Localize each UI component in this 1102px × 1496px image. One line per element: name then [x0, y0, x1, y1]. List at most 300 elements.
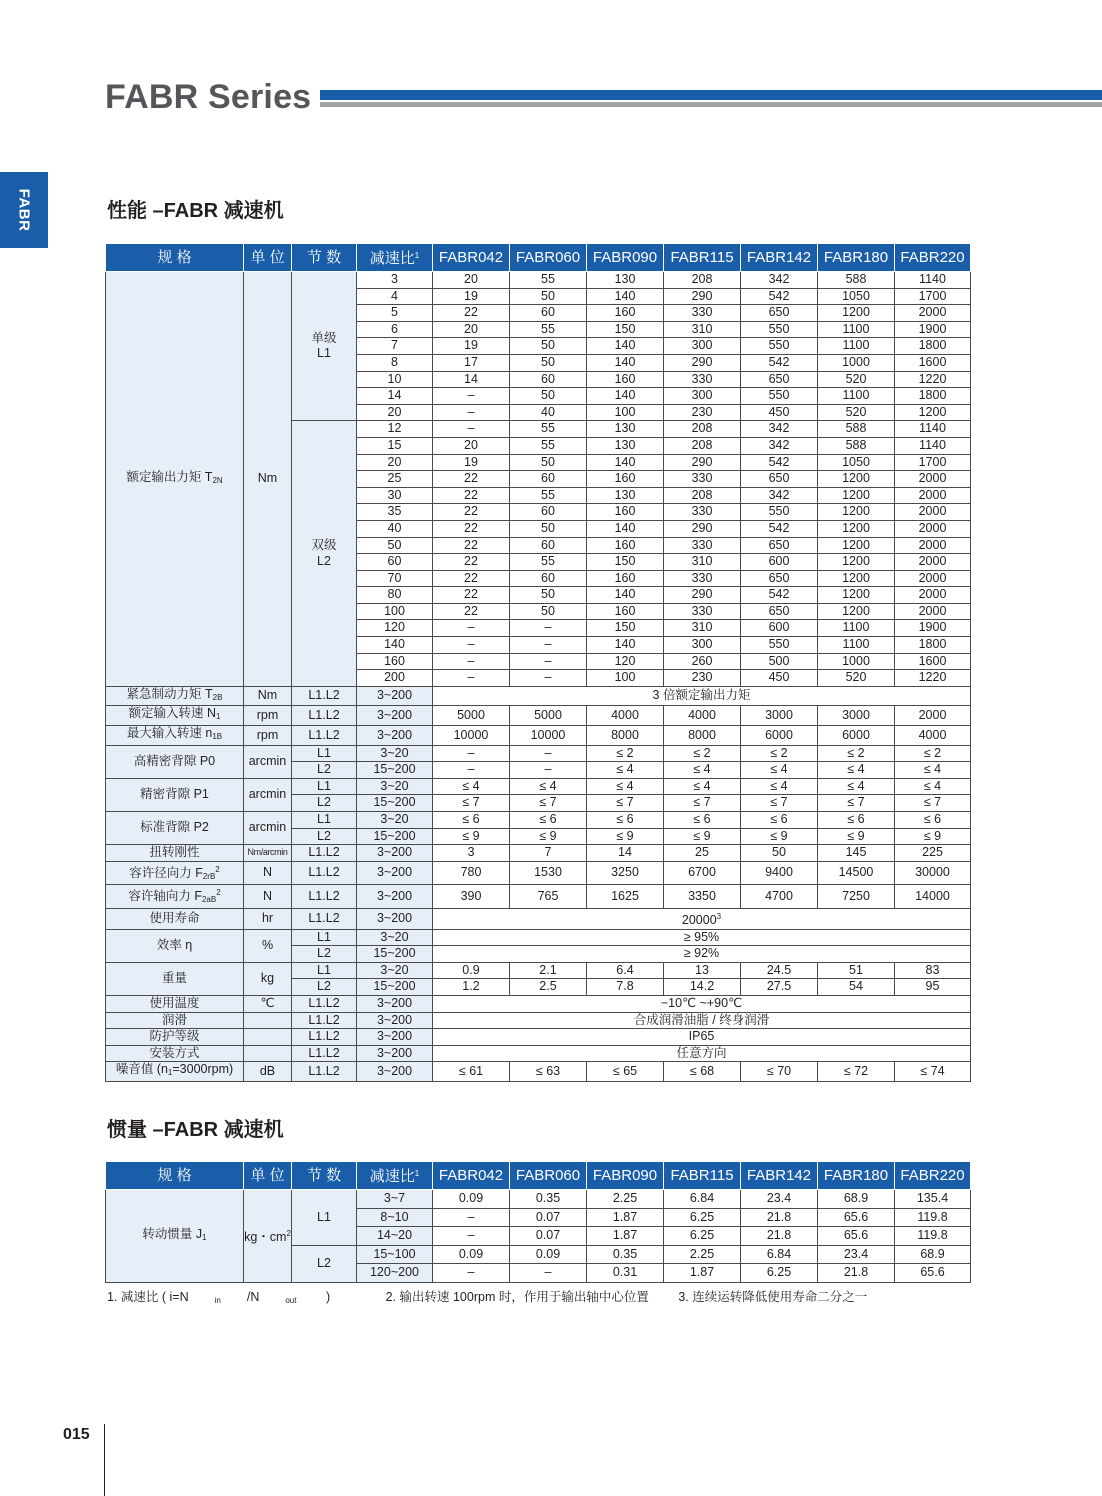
- value-cell: 55: [510, 437, 587, 454]
- value-cell: 50: [510, 454, 587, 471]
- value-cell: 342: [741, 421, 818, 438]
- inertia-unit-text: kg・cm: [244, 1230, 287, 1244]
- header-ratio-note: 1: [414, 1169, 420, 1178]
- max_speed-label-text: 最大输入转速 n: [126, 726, 213, 741]
- value-cell: –: [510, 745, 587, 762]
- ratio-cell: 14~20: [357, 1227, 433, 1246]
- value-cell: ≤ 2: [895, 745, 971, 762]
- value-cell: 1200: [818, 554, 895, 571]
- rated_speed-label-text: 额定输入转速 N: [128, 706, 217, 721]
- value-cell: 22: [433, 570, 510, 587]
- value-cell: 4000: [664, 706, 741, 726]
- value-cell: 160: [587, 603, 664, 620]
- ratio-cell: 80: [357, 587, 433, 604]
- value-cell: 6.25: [664, 1208, 741, 1227]
- ratio-cell: 3~200: [357, 1012, 433, 1029]
- footnote-2: 2. 输出转速 100rpm 时，作用于输出轴中心位置: [385, 1290, 649, 1304]
- footnote-1-sub-in: in: [214, 1296, 221, 1305]
- value-cell: 542: [741, 454, 818, 471]
- value-cell: 0.09: [433, 1190, 510, 1209]
- value-cell: 0.35: [510, 1190, 587, 1209]
- value-cell: 390: [433, 885, 510, 909]
- weight-label-text: 重量: [161, 971, 187, 986]
- value-cell: 330: [664, 504, 741, 521]
- ratio-cell: 10: [357, 371, 433, 388]
- stage-cell: L1.L2: [292, 845, 357, 862]
- stage-cell: L2: [292, 828, 357, 845]
- ratio-cell: 3~200: [357, 1045, 433, 1062]
- value-cell: 300: [664, 388, 741, 405]
- mounting-merged-value: [433, 1045, 971, 1062]
- value-cell: 0.07: [510, 1227, 587, 1246]
- value-cell: 588: [818, 437, 895, 454]
- value-cell: ≤ 6: [664, 812, 741, 829]
- value-cell: ≤ 9: [433, 828, 510, 845]
- stage-double-label: 双级: [311, 538, 337, 552]
- value-cell: 2000: [895, 554, 971, 571]
- emergency-value: 3 倍额定输出力矩: [652, 688, 751, 703]
- table-row: [106, 778, 971, 795]
- value-cell: 3000: [818, 706, 895, 726]
- footnote-1-mid: /N: [246, 1290, 260, 1304]
- value-cell: 60: [510, 537, 587, 554]
- header-unit: 单 位: [244, 244, 292, 272]
- value-cell: –: [433, 670, 510, 687]
- stage-cell: L1: [292, 929, 357, 946]
- value-cell: 4000: [895, 726, 971, 746]
- value-cell: –: [433, 388, 510, 405]
- value-cell: ≤ 2: [741, 745, 818, 762]
- value-cell: 6000: [741, 726, 818, 746]
- value-cell: 6.25: [664, 1227, 741, 1246]
- table-row: [106, 706, 971, 726]
- value-cell: 290: [664, 587, 741, 604]
- value-cell: 6000: [818, 726, 895, 746]
- header-model-042: FABR042: [433, 1162, 510, 1190]
- value-cell: ≤ 4: [587, 762, 664, 779]
- lubrication-label: [106, 1012, 244, 1029]
- table-row: [106, 1190, 971, 1209]
- value-cell: ≤ 9: [741, 828, 818, 845]
- efficiency-unit: %: [244, 929, 292, 962]
- value-cell: 588: [818, 272, 895, 289]
- value-cell: 300: [664, 637, 741, 654]
- value-cell: 1700: [895, 288, 971, 305]
- value-cell: –: [433, 421, 510, 438]
- backlash_p0-label: [106, 745, 244, 778]
- table-row: [106, 726, 971, 746]
- stage-cell: L1.L2: [292, 1029, 357, 1046]
- ratio-cell: 40: [357, 520, 433, 537]
- stage-cell: L1: [292, 778, 357, 795]
- ratio-cell: 30: [357, 487, 433, 504]
- value-cell: 51: [818, 962, 895, 979]
- ratio-cell: 3~200: [357, 995, 433, 1012]
- ratio-cell: 3~200: [357, 706, 433, 726]
- value-cell: 100: [587, 404, 664, 421]
- temperature-unit: ℃: [244, 995, 292, 1012]
- value-cell: 1200: [818, 587, 895, 604]
- value-cell: ≤ 6: [895, 812, 971, 829]
- table-row: [106, 812, 971, 829]
- value-cell: ≤ 9: [664, 828, 741, 845]
- header-model-115: FABR115: [664, 1162, 741, 1190]
- table-row: [106, 686, 971, 706]
- value-cell: ≤ 7: [818, 795, 895, 812]
- subscript: 2N: [212, 475, 223, 485]
- value-cell: ≤ 6: [587, 812, 664, 829]
- value-cell: 650: [741, 471, 818, 488]
- value-cell: 1600: [895, 354, 971, 371]
- header-model-090: FABR090: [587, 1162, 664, 1190]
- value-cell: 4700: [741, 885, 818, 909]
- value-cell: 1220: [895, 371, 971, 388]
- value-cell: 140: [587, 354, 664, 371]
- axial_force-unit: N: [244, 885, 292, 909]
- ratio-cell: 60: [357, 554, 433, 571]
- value-cell: 140: [587, 454, 664, 471]
- footnotes: [107, 1287, 893, 1305]
- value-cell: ≤ 4: [741, 778, 818, 795]
- value-cell: 1200: [818, 603, 895, 620]
- value-cell: 2.1: [510, 962, 587, 979]
- value-cell: ≤ 6: [741, 812, 818, 829]
- header-spec: 规 格: [106, 244, 244, 272]
- value-cell: 550: [741, 338, 818, 355]
- value-cell: 330: [664, 305, 741, 322]
- value-cell: 50: [510, 603, 587, 620]
- efficiency-merged-value: ≥ 92%: [433, 946, 971, 963]
- value-cell: 130: [587, 487, 664, 504]
- table-row: [106, 1062, 971, 1082]
- value-cell: 600: [741, 620, 818, 637]
- inertia-section-title: 惯量 –FABR 减速机: [107, 1119, 284, 1141]
- subscript: 2B: [212, 692, 223, 702]
- header-model-220: FABR220: [895, 244, 971, 272]
- table-row: [106, 995, 971, 1012]
- value-cell: 0.9: [433, 962, 510, 979]
- side-tab: [0, 172, 48, 248]
- value-cell: 1600: [895, 653, 971, 670]
- radial_force-label: [106, 861, 244, 885]
- backlash_p2-label-text: 标准背隙 P2: [140, 820, 209, 835]
- value-cell: 8000: [664, 726, 741, 746]
- noise-label: [106, 1062, 244, 1082]
- lubrication-unit: [244, 1012, 292, 1029]
- header-ratio-label: 减速比: [369, 1168, 415, 1185]
- value-cell: 140: [587, 587, 664, 604]
- backlash_p0-unit: arcmin: [244, 745, 292, 778]
- title-bar: [320, 90, 1102, 100]
- ratio-cell: 15: [357, 437, 433, 454]
- value-cell: 19: [433, 454, 510, 471]
- ratio-cell: 3~200: [357, 1062, 433, 1082]
- value-cell: ≤ 7: [510, 795, 587, 812]
- stage-cell: L1.L2: [292, 885, 357, 909]
- ratio-cell: 3: [357, 272, 433, 289]
- footnote-3: 3. 连续运转降低使用寿命二分之一: [678, 1290, 868, 1304]
- header-ratio: [357, 1162, 433, 1190]
- protection-label: [106, 1029, 244, 1046]
- lubrication-merged-value: [433, 1012, 971, 1029]
- value-cell: 140: [587, 338, 664, 355]
- ratio-cell: 120: [357, 620, 433, 637]
- ratio-cell: 20: [357, 454, 433, 471]
- stage-cell: L2: [292, 946, 357, 963]
- ratio-cell: 160: [357, 653, 433, 670]
- value-cell: 6.84: [664, 1190, 741, 1209]
- protection-value: IP65: [688, 1029, 715, 1044]
- value-cell: ≤ 4: [433, 778, 510, 795]
- value-cell: 1000: [818, 354, 895, 371]
- value-cell: 290: [664, 288, 741, 305]
- axial_force-label: [106, 885, 244, 909]
- value-cell: 1.87: [587, 1208, 664, 1227]
- value-cell: 160: [587, 371, 664, 388]
- value-cell: –: [510, 1264, 587, 1283]
- table-row: [106, 962, 971, 979]
- radial_force-unit: N: [244, 861, 292, 885]
- value-cell: 342: [741, 272, 818, 289]
- stage-double-code: L2: [317, 553, 331, 568]
- value-cell: 55: [510, 421, 587, 438]
- backlash_p2-unit: arcmin: [244, 812, 292, 845]
- stage-cell: L1.L2: [292, 686, 357, 706]
- value-cell: 1100: [818, 620, 895, 637]
- value-cell: 21.8: [818, 1264, 895, 1283]
- value-cell: 290: [664, 520, 741, 537]
- value-cell: 1140: [895, 437, 971, 454]
- value-cell: 300: [664, 338, 741, 355]
- stage-cell: L1: [292, 1190, 357, 1246]
- value-cell: 1200: [895, 404, 971, 421]
- superscript: 2: [286, 1229, 291, 1238]
- value-cell: 310: [664, 554, 741, 571]
- stage-cell: L2: [292, 795, 357, 812]
- life-value: 20000: [681, 912, 717, 927]
- stage-cell: L1.L2: [292, 995, 357, 1012]
- value-cell: 2000: [895, 603, 971, 620]
- value-cell: –: [510, 620, 587, 637]
- value-cell: 145: [818, 845, 895, 862]
- value-cell: 1.87: [587, 1227, 664, 1246]
- performance-table-body: [106, 272, 971, 1082]
- max_speed-unit: rpm: [244, 726, 292, 746]
- ratio-cell: 15~200: [357, 795, 433, 812]
- stage-cell: L1: [292, 962, 357, 979]
- temperature-label-text: 使用温度: [149, 995, 200, 1010]
- header-stage: 节 数: [292, 244, 357, 272]
- ratio-cell: 20: [357, 404, 433, 421]
- value-cell: ≤ 9: [510, 828, 587, 845]
- value-cell: –: [433, 762, 510, 779]
- lubrication-label-text: 润滑: [161, 1012, 187, 1027]
- value-cell: 2.5: [510, 979, 587, 996]
- subscript: 2aB: [201, 895, 217, 905]
- value-cell: 542: [741, 587, 818, 604]
- value-cell: ≤ 6: [433, 812, 510, 829]
- value-cell: 119.8: [895, 1227, 971, 1246]
- value-cell: 160: [587, 305, 664, 322]
- value-cell: 2000: [895, 487, 971, 504]
- value-cell: 23.4: [741, 1190, 818, 1209]
- value-cell: 22: [433, 537, 510, 554]
- value-cell: –: [510, 637, 587, 654]
- stage-cell: L2: [292, 1245, 357, 1282]
- value-cell: 542: [741, 288, 818, 305]
- value-cell: ≤ 9: [818, 828, 895, 845]
- ratio-cell: 8: [357, 354, 433, 371]
- value-cell: ≤ 4: [818, 762, 895, 779]
- value-cell: ≤ 2: [587, 745, 664, 762]
- value-cell: 290: [664, 454, 741, 471]
- value-cell: 1100: [818, 338, 895, 355]
- rated-torque-label-text: 额定输出力矩 T: [126, 469, 213, 484]
- ratio-cell: 15~200: [357, 946, 433, 963]
- emergency-merged-value: [433, 686, 971, 706]
- value-cell: 550: [741, 504, 818, 521]
- value-cell: 50: [741, 845, 818, 862]
- value-cell: 450: [741, 404, 818, 421]
- ratio-cell: 3~200: [357, 845, 433, 862]
- value-cell: 30000: [895, 861, 971, 885]
- ratio-cell: 3~20: [357, 929, 433, 946]
- footnote-1-tail: ): [322, 1290, 331, 1304]
- value-cell: 500: [741, 653, 818, 670]
- value-cell: ≤ 7: [741, 795, 818, 812]
- footnote-1-sub-out: out: [285, 1296, 297, 1305]
- table-row: [106, 861, 971, 885]
- value-cell: 1200: [818, 487, 895, 504]
- value-cell: 140: [587, 388, 664, 405]
- value-cell: 22: [433, 305, 510, 322]
- value-cell: 120: [587, 653, 664, 670]
- ratio-cell: 3~20: [357, 962, 433, 979]
- ratio-cell: 14: [357, 388, 433, 405]
- weight-unit: kg: [244, 962, 292, 995]
- table-row: [106, 885, 971, 909]
- value-cell: 330: [664, 570, 741, 587]
- header-model-220: FABR220: [895, 1162, 971, 1190]
- value-cell: 14000: [895, 885, 971, 909]
- value-cell: 1050: [818, 454, 895, 471]
- value-cell: ≤ 2: [818, 745, 895, 762]
- value-cell: –: [510, 653, 587, 670]
- value-cell: 14.2: [664, 979, 741, 996]
- value-cell: 130: [587, 437, 664, 454]
- value-cell: 0.31: [587, 1264, 664, 1283]
- value-cell: 550: [741, 637, 818, 654]
- value-cell: 1140: [895, 272, 971, 289]
- value-cell: 14: [433, 371, 510, 388]
- value-cell: 160: [587, 570, 664, 587]
- life-unit: hr: [244, 908, 292, 929]
- value-cell: 2000: [895, 537, 971, 554]
- page-divider-line: [104, 1424, 105, 1496]
- value-cell: –: [433, 1227, 510, 1246]
- value-cell: 1200: [818, 570, 895, 587]
- value-cell: ≤ 4: [741, 762, 818, 779]
- value-cell: 1800: [895, 338, 971, 355]
- ratio-cell: 5: [357, 305, 433, 322]
- value-cell: 765: [510, 885, 587, 909]
- ratio-cell: 3~20: [357, 778, 433, 795]
- ratio-cell: 100: [357, 603, 433, 620]
- backlash_p0-label-text: 高精密背隙 P0: [133, 753, 216, 768]
- value-cell: 160: [587, 537, 664, 554]
- ratio-cell: 3~200: [357, 1029, 433, 1046]
- mounting-label: [106, 1045, 244, 1062]
- value-cell: 450: [741, 670, 818, 687]
- value-cell: ≤ 4: [587, 778, 664, 795]
- ratio-cell: 25: [357, 471, 433, 488]
- value-cell: ≤ 7: [895, 795, 971, 812]
- value-cell: 208: [664, 421, 741, 438]
- value-cell: 1220: [895, 670, 971, 687]
- value-cell: 3350: [664, 885, 741, 909]
- value-cell: 2000: [895, 587, 971, 604]
- value-cell: ≤ 74: [895, 1062, 971, 1082]
- stage-cell: L1.L2: [292, 908, 357, 929]
- value-cell: 542: [741, 520, 818, 537]
- backlash_p2-label: [106, 812, 244, 845]
- header-model-042: FABR042: [433, 244, 510, 272]
- ratio-cell: 70: [357, 570, 433, 587]
- value-cell: 150: [587, 620, 664, 637]
- value-cell: 550: [741, 321, 818, 338]
- value-cell: ≤ 63: [510, 1062, 587, 1082]
- value-cell: 160: [587, 504, 664, 521]
- footnote-1: [107, 1290, 356, 1304]
- value-cell: 150: [587, 321, 664, 338]
- value-cell: 1.2: [433, 979, 510, 996]
- value-cell: ≤ 70: [741, 1062, 818, 1082]
- table-row: [106, 272, 971, 289]
- value-cell: 83: [895, 962, 971, 979]
- max_speed-label: [106, 726, 244, 746]
- value-cell: 60: [510, 570, 587, 587]
- table-row: [106, 745, 971, 762]
- value-cell: 20: [433, 437, 510, 454]
- subscript: 1: [216, 712, 221, 722]
- value-cell: –: [510, 762, 587, 779]
- value-cell: ≤ 4: [664, 762, 741, 779]
- value-cell: 22: [433, 587, 510, 604]
- value-cell: 520: [818, 371, 895, 388]
- ratio-cell: 8~10: [357, 1208, 433, 1227]
- value-cell: 2000: [895, 570, 971, 587]
- header-model-060: FABR060: [510, 1162, 587, 1190]
- stage-single-code: L1: [317, 346, 331, 361]
- value-cell: 22: [433, 487, 510, 504]
- series-title: FABR Series: [105, 78, 312, 116]
- value-cell: 0.09: [433, 1245, 510, 1264]
- backlash_p1-label: [106, 778, 244, 811]
- table-row: [106, 1012, 971, 1029]
- value-cell: 27.5: [741, 979, 818, 996]
- value-cell: 13: [664, 962, 741, 979]
- value-cell: 20: [433, 321, 510, 338]
- header-ratio: [357, 244, 433, 272]
- value-cell: 22: [433, 520, 510, 537]
- header-ratio-label: 减速比: [369, 250, 415, 267]
- header-stage: 节 数: [292, 1162, 357, 1190]
- stiffness-label: [106, 845, 244, 862]
- value-cell: 22: [433, 471, 510, 488]
- subscript: 1B: [212, 732, 223, 742]
- stage-cell: L2: [292, 979, 357, 996]
- value-cell: 50: [510, 587, 587, 604]
